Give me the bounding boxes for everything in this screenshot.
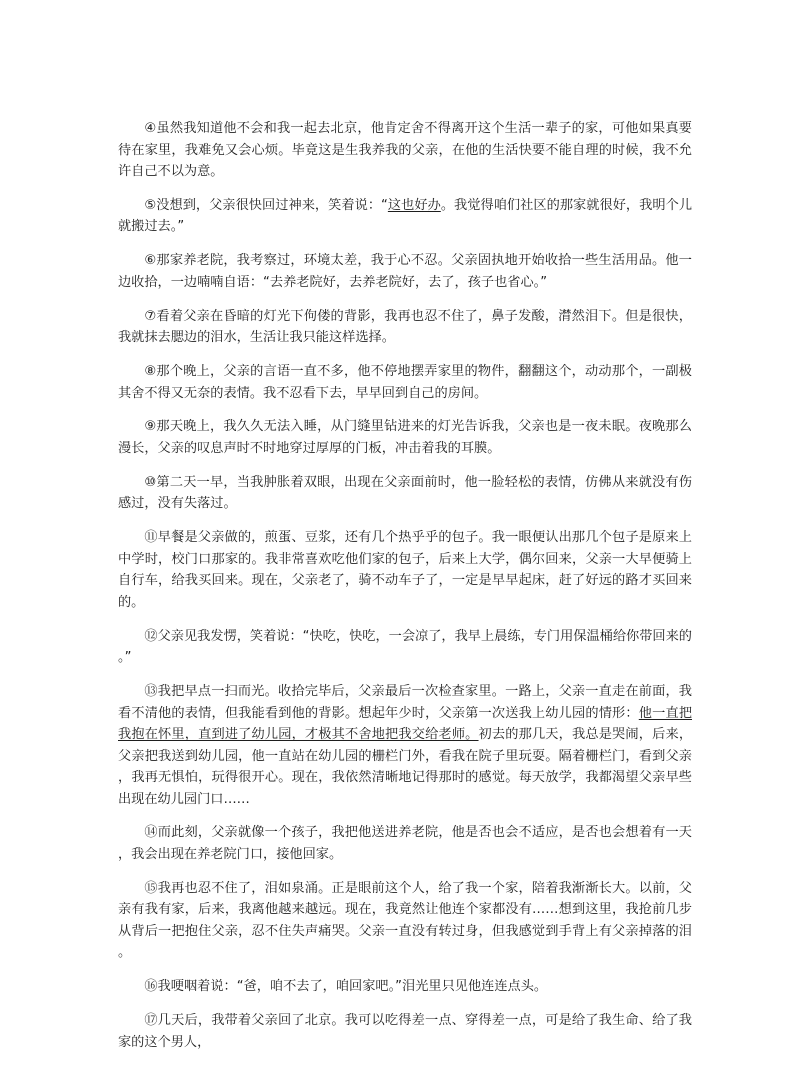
text-segment: 初去的那几天，我总是哭闹，后来，父亲把我送到幼儿园，他一直站在幼儿园的栅栏门外，看我在院子里玩耍。隔着栅栏门，看到父亲，我再无惧怕，玩得很开心。现在，我依然清晰地记得那时的感觉。每天放学，我都渴望父亲早些出现在幼儿园门口…… [118,727,693,807]
text-segment: ⑩第二天一早，当我肿胀着双眼，出现在父亲面前时，他一脸轻松的表情，仿佛从来就没有伤感过，没有失落过。 [118,474,692,512]
text-segment: ⑤没想到，父亲很快回过神来，笑着说：“ [144,197,388,213]
paragraph-11 [118,822,692,865]
text-segment: ⑫父亲见我发愣，笑着说：“快吃，快吃，一会凉了，我早上晨练，专门用保温桶给你带回来的。” [118,628,692,666]
text-segment: ⑮我再也忍不住了，泪如泉涌。正是眼前这个人，给了我一个家，陪着我渐渐长大。以前，父亲有我有家，后来，我离他越来越远。现在，我竟然让他连个家都没有……想到这里，我抢前几步从背后一把抱住父亲，忍不住失声痛哭。父亲一直没有转过身，但我感觉到手背上有父亲掉落的泪。 [118,880,692,961]
text-segment: 。我觉得咱们社区的那家就很好，我明个儿就搬过去。” [118,197,693,235]
paragraph-13 [118,976,692,998]
text-segment: ⑨那天晚上，我久久无法入睡，从门缝里钻进来的灯光告诉我，父亲也是一夜未眠。夜晚那么漫长，父亲的叹息声时不时地穿过厚厚的门板，冲击着我的耳膜。 [118,419,692,456]
paragraph-9 [118,626,692,669]
paragraph-2 [118,195,692,238]
paragraph-12 [118,878,692,964]
underlined-phrase: 这也好办 [387,197,441,213]
text-segment: ⑦看着父亲在昏暗的灯光下佝偻的背影，我再也忍不住了，鼻子发酸，潸然泪下。但是很快，我就抹去腮边的泪水，生活让我只能这样选择。 [118,308,692,346]
paragraph-8 [118,527,692,613]
paragraph-14 [118,1010,692,1053]
text-segment: ⑪早餐是父亲做的，煎蛋、豆浆，还有几个热乎乎的包子。我一眼便认出那几个包子是原来上中学时，校门口那家的。我非常喜欢吃他们家的包子，后来上大学，偶尔回来，父亲一大早便骑上自行车，给我买回来。现在，父亲老了，骑不动车子了，一定是早早起床，赶了好远的路才买回来的。 [118,530,692,610]
paragraph-5 [118,361,692,404]
paragraph-1 [118,118,692,183]
paragraph-4 [118,306,692,349]
text-segment: ⑬我把早点一扫而光。收拾完毕后，父亲最后一次检查家里。一路上，父亲一直走在前面，我看不清他的表情，但我能看到他的背影。想起年少时，父亲第一次送我上幼儿园的情形： [118,684,692,721]
text-segment: ④虽然我知道他不会和我一起去北京，他肯定舍不得离开这个生活一辈子的家，可他如果真要待在家里，我难免又会心烦。毕竟这是生我养我的父亲，在他的生活快要不能自理的时候，我不允许自己不以为意。 [118,121,692,179]
paragraph-10 [118,681,692,810]
text-segment: ⑧那个晚上，父亲的言语一直不多，他不停地摆弄家里的物件，翻翻这个，动动那个，一副极其舍不得又无奈的表情。我不忍看下去，早早回到自己的房间。 [118,364,692,401]
text-segment: ⑭而此刻，父亲就像一个孩子，我把他送进养老院，他是否也会不适应，是否也会想着有一天，我会出现在养老院门口，接他回家。 [118,825,692,862]
paragraph-6 [118,416,692,459]
paragraph-3 [118,250,692,293]
text-segment: ⑰几天后，我带着父亲回了北京。我可以吃得差一点、穿得差一点，可是给了我生命、给了我家的这个男人， [118,1013,692,1050]
text-segment: ⑥那家养老院，我考察过，环境太差，我于心不忍。父亲固执地开始收拾一些生活用品。他一边收拾，一边喃喃自语：“去养老院好，去养老院好，去了，孩子也省心。” [118,253,692,290]
paragraph-7 [118,472,692,515]
text-segment: ⑯我哽咽着说：“爸，咱不去了，咱回家吧。”泪光里只见他连连点头。 [144,979,548,995]
underlined-phrase: 他一直把我抱在怀里，直到进了幼儿园，才极其不舍地把我交给老师。 [118,705,693,743]
article-body [118,118,692,1065]
